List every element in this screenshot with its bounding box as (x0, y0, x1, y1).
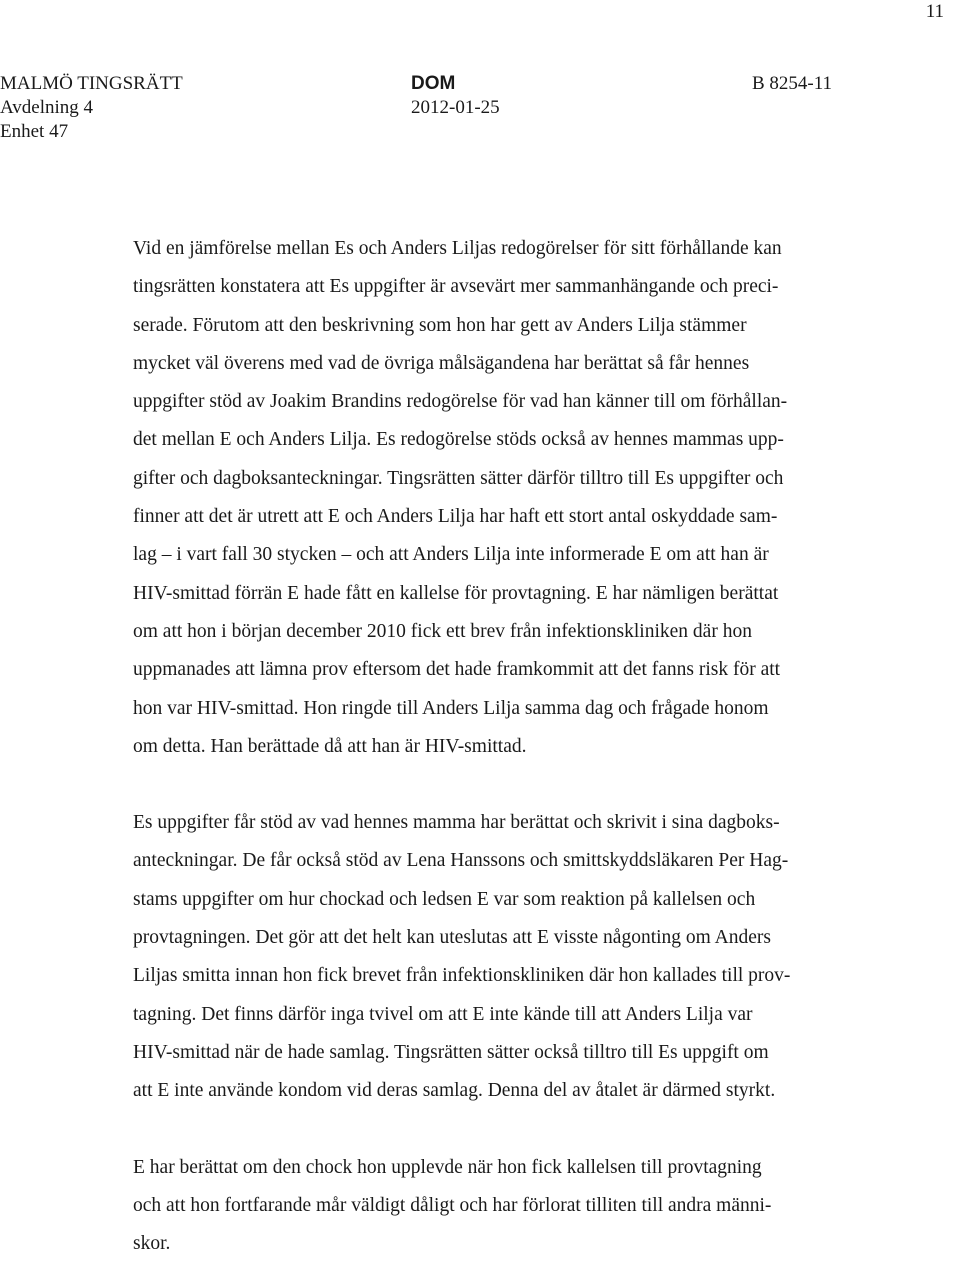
text-line: att E inte använde kondom vid deras samlag. Denna del av åtalet är därmed styrkt. (133, 1080, 776, 1102)
page-number: 11 (925, 1, 944, 22)
text-line: uppmanades att lämna prov eftersom det hade framkommit att det fanns risk för att (133, 659, 781, 681)
text-line: om att hon i början december 2010 fick ett brev från infektionskliniken där hon (133, 620, 752, 642)
division: Avdelning 4 (0, 97, 94, 118)
text-line: HIV-smittad när de hade samlag. Tingsrätten sätter också tilltro till Es uppgift om (133, 1041, 769, 1063)
document-type: DOM (411, 73, 456, 94)
text-line: stams uppgifter om hur chockad och ledsen E var som reaktion på kallelsen och (133, 888, 756, 910)
unit: Enhet 47 (0, 121, 69, 142)
paragraph-3 (133, 1149, 873, 1263)
text-line: om detta. Han berättade då att han är HIV-smittad. (133, 735, 527, 757)
text-line: gifter och dagboksanteckningar. Tingsrätten sätter därför tilltro till Es uppgifter och (133, 467, 784, 489)
text-line: finner att det är utrett att E och Anders Lilja har haft ett stort antal oskyddade sam- (133, 506, 778, 528)
text-line: och att hon fortfarande mår väldigt dåligt och har förlorat tilliten till andra männi- (133, 1194, 772, 1216)
text-line: anteckningar. De får också stöd av Lena Hanssons och smittskyddsläkaren Per Hag- (133, 850, 789, 872)
text-line: provtagningen. Det gör att det helt kan uteslutas att E visste någonting om Anders (133, 927, 771, 949)
text-line: E har berättat om den chock hon upplevde när hon fick kallelsen till provtagning (133, 1156, 762, 1178)
text-line: tingsrätten konstatera att Es uppgifter är avsevärt mer sammanhängande och preci- (133, 276, 779, 298)
text-line: mycket väl överens med vad de övriga målsägandena har berättat så får hennes (133, 352, 750, 374)
text-line: lag – i vart fall 30 stycken – och att Anders Lilja inte informerade E om att han är (133, 544, 769, 566)
text-line: skor. (133, 1233, 171, 1255)
paragraph-2 (133, 804, 873, 1110)
text-line: Liljas smitta innan hon fick brevet från infektionskliniken där hon kallades till prov- (133, 965, 791, 987)
text-line: serade. Förutom att den beskrivning som hon har gett av Anders Lilja stämmer (133, 314, 747, 336)
text-line: Es uppgifter får stöd av vad hennes mamma har berättat och skrivit i sina dagboks- (133, 812, 780, 834)
text-line: hon var HIV-smittad. Hon ringde till Anders Lilja samma dag och frågade honom (133, 697, 769, 719)
case-number: B 8254-11 (752, 73, 833, 94)
court-info (0, 72, 183, 144)
document-header (0, 72, 960, 148)
text-line: Vid en jämförelse mellan Es och Anders Liljas redogörelser för sitt förhållande kan (133, 238, 782, 259)
document-date: 2012-01-25 (411, 97, 500, 118)
paragraph-1 (133, 230, 873, 766)
text-line: HIV-smittad förrän E hade fått en kallelse för provtagning. E har nämligen berättat (133, 582, 779, 604)
court-name: MALMÖ TINGSRÄTT (0, 73, 183, 94)
text-line: det mellan E och Anders Lilja. Es redogörelse stöds också av hennes mammas upp- (133, 429, 784, 451)
text-line: uppgifter stöd av Joakim Brandins redogörelse för vad han känner till om förhållan- (133, 391, 788, 413)
text-line: tagning. Det finns därför inga tvivel om att E inte kände till att Anders Lilja var (133, 1003, 753, 1025)
document-body (133, 230, 873, 1263)
document-meta (411, 72, 500, 120)
